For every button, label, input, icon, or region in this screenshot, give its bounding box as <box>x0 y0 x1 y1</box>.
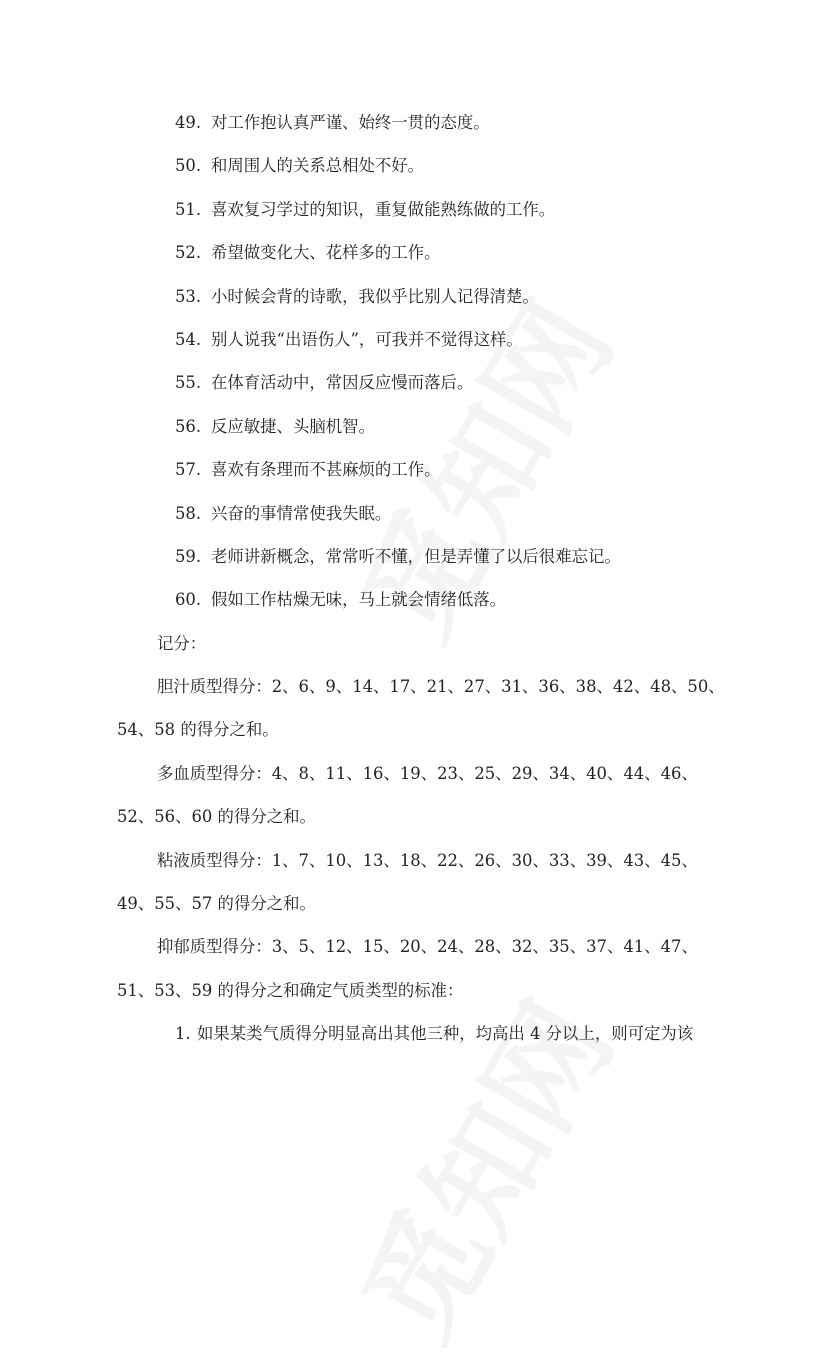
list-item <box>0 405 830 448</box>
item-number: 55. <box>175 373 202 393</box>
criterion-item <box>0 1012 830 1055</box>
item-number: 60. <box>175 590 202 610</box>
list-item <box>0 535 830 578</box>
phlegmatic-scoring-cont: 49、55、57 的得分之和。 <box>117 894 316 914</box>
item-text: 老师讲新概念，常常听不懂，但是弄懂了以后很难忘记。 <box>211 546 621 566</box>
item-number: 56. <box>175 416 202 436</box>
item-text: 别人说我“出语伤人”，可我并不觉得这样。 <box>211 329 523 349</box>
list-item <box>0 101 830 144</box>
item-number: 57. <box>175 460 202 480</box>
list-item <box>0 318 830 361</box>
item-text: 喜欢有条理而不甚麻烦的工作。 <box>211 460 441 480</box>
criterion-text: 如果某类气质得分明显高出其他三种，均高出 4 分以上，则可定为该 <box>197 1024 694 1044</box>
list-item <box>0 578 830 621</box>
document-page <box>0 101 830 1056</box>
list-item <box>0 361 830 404</box>
item-number: 52. <box>175 243 202 263</box>
item-number: 50. <box>175 156 202 176</box>
item-number: 51. <box>175 199 202 219</box>
list-item <box>0 275 830 318</box>
item-text: 对工作抱认真严谨、始终一贯的态度。 <box>211 113 490 132</box>
item-number: 59. <box>175 546 202 566</box>
item-text: 反应敏捷、头脑机智。 <box>211 416 375 436</box>
item-text: 在体育活动中，常因反应慢而落后。 <box>211 373 474 393</box>
sanguine-scoring: 多血质型得分：4、8、11、16、19、23、25、29、34、40、44、46、 <box>157 763 698 783</box>
item-number: 54. <box>175 329 202 349</box>
item-text: 兴奋的事情常使我失眠。 <box>211 503 392 523</box>
criterion-number: 1. <box>175 1024 191 1044</box>
scoring-heading: 记分： <box>157 633 207 653</box>
sanguine-scoring-cont: 52、56、60 的得分之和。 <box>117 807 316 827</box>
item-number: 49. <box>175 113 202 132</box>
list-item <box>0 231 830 274</box>
list-item <box>0 188 830 231</box>
choleric-scoring-cont: 54、58 的得分之和。 <box>117 720 279 740</box>
list-item <box>0 448 830 491</box>
item-number: 58. <box>175 503 202 523</box>
list-item <box>0 144 830 187</box>
item-text: 假如工作枯燥无味，马上就会情绪低落。 <box>211 590 507 610</box>
choleric-scoring: 胆汁质型得分：2、6、9、14、17、21、27、31、36、38、42、48、50、 <box>157 677 725 697</box>
item-text: 希望做变化大、花样多的工作。 <box>211 243 441 263</box>
item-text: 喜欢复习学过的知识，重复做能熟练做的工作。 <box>211 199 556 219</box>
phlegmatic-scoring: 粘液质型得分：1、7、10、13、18、22、26、30、33、39、43、45、 <box>157 850 698 870</box>
melancholic-scoring-cont: 51、53、59 的得分之和确定气质类型的标准： <box>117 980 464 1000</box>
melancholic-scoring: 抑郁质型得分：3、5、12、15、20、24、28、32、35、37、41、47、 <box>157 937 698 957</box>
item-number: 53. <box>175 286 202 306</box>
item-text: 小时候会背的诗歌，我似乎比别人记得清楚。 <box>211 286 539 306</box>
item-text: 和周围人的关系总相处不好。 <box>211 156 425 176</box>
list-item <box>0 492 830 535</box>
